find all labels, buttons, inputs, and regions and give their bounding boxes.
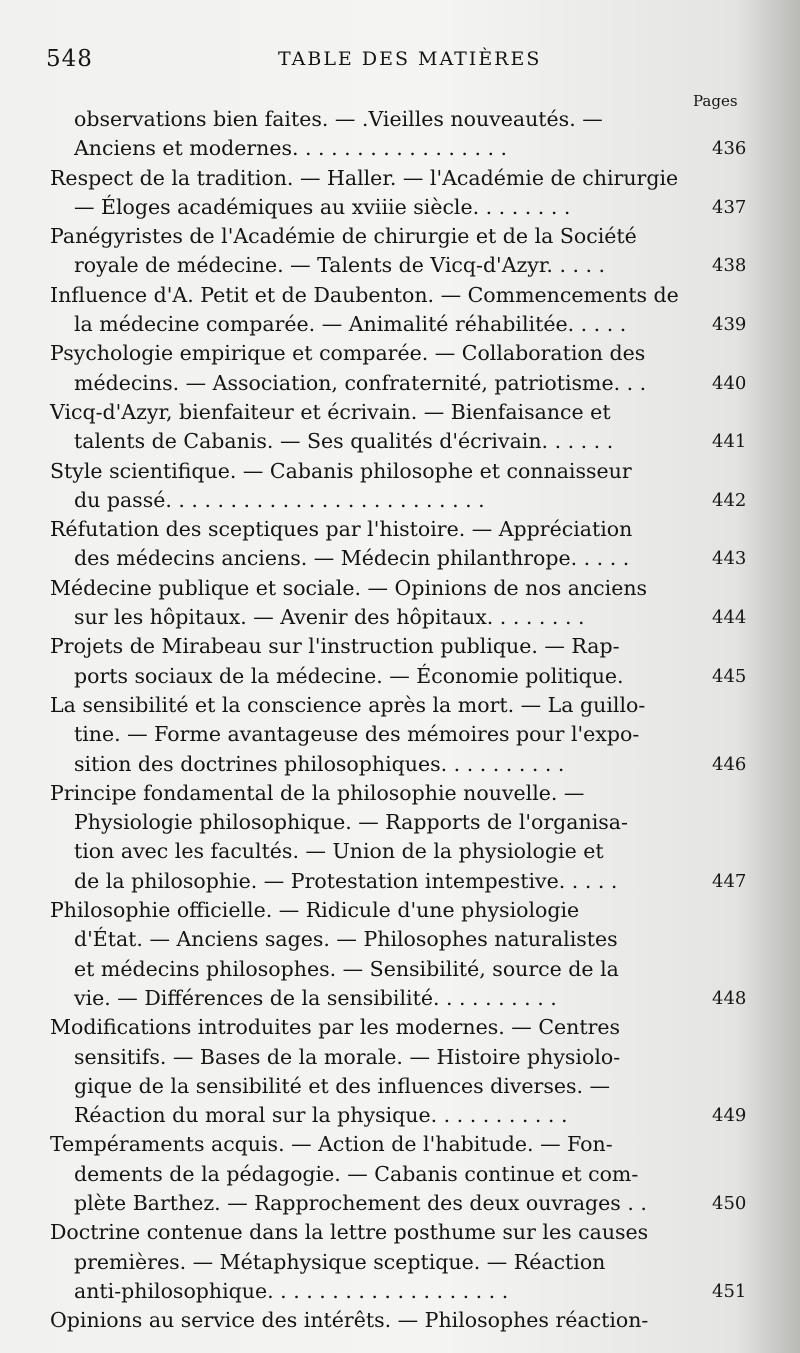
toc-line-text: Psychologie empirique et comparée. — Collaboration des: [50, 341, 646, 366]
toc-line-text: Réaction du moral sur la physique. . . . . . . . . . .: [74, 1103, 568, 1128]
toc-page-number: 446: [712, 753, 747, 775]
toc-line: [0, 427, 800, 456]
toc-line-text: Médecine publique et sociale. — Opinions de nos anciens: [50, 575, 648, 600]
toc-line-text: médecins. — Association, confraternité, patriotisme. . .: [74, 370, 647, 395]
toc-line-text: tion avec les facultés. — Union de la physiologie et: [74, 839, 604, 864]
toc-line-text: Doctrine contenue dans la lettre posthume sur les causes: [50, 1220, 649, 1245]
toc-line: [0, 1248, 800, 1277]
toc-line: [0, 1306, 800, 1335]
toc-page-number: 441: [712, 431, 747, 453]
toc-line: [0, 398, 800, 427]
toc-line-text: Philosophie officielle. — Ridicule d'une physiologie: [50, 898, 580, 923]
toc-line: [0, 867, 800, 896]
toc-line-text: sition des doctrines philosophiques. . . . . . . . . .: [74, 751, 565, 776]
page-number: 548: [46, 46, 93, 72]
toc-line: [0, 632, 800, 661]
toc-line: [0, 1218, 800, 1247]
toc-page-number: 440: [712, 372, 747, 394]
toc-line-text: tine. — Forme avantageuse des mémoires pour l'expo-: [74, 722, 640, 747]
toc-line-text: Projets de Mirabeau sur l'instruction publique. — Rap-: [50, 634, 620, 659]
toc-line-text: sensitifs. — Bases de la morale. — Histoire physiolo-: [74, 1044, 621, 1069]
toc-line: [0, 281, 800, 310]
toc-page-number: 450: [712, 1192, 747, 1214]
toc-line-text: royale de médecine. — Talents de Vicq-d'Azyr. . . . .: [74, 253, 606, 278]
toc-line: [0, 1072, 800, 1101]
toc-line-text: de la philosophie. — Protestation intempestive. . . . .: [74, 868, 618, 893]
toc-line-text: plète Barthez. — Rapprochement des deux ouvrages . .: [74, 1190, 647, 1215]
toc-line: [0, 1189, 800, 1218]
toc-line: [0, 105, 800, 134]
toc-page-number: 448: [712, 987, 747, 1009]
toc-line: [0, 837, 800, 866]
pages-column-label: Pages: [693, 92, 738, 110]
toc-line-text: Réfutation des sceptiques par l'histoire. — Appréciation: [50, 517, 633, 542]
toc-line: [0, 896, 800, 925]
toc-line-text: ports sociaux de la médecine. — Économie politique.: [74, 663, 624, 688]
toc-line-text: des médecins anciens. — Médecin philanthrope. . . . .: [74, 546, 630, 571]
toc-line: [0, 457, 800, 486]
toc-line-text: Tempéraments acquis. — Action de l'habitude. — Fon-: [50, 1132, 613, 1157]
toc-line-text: Principe fondamental de la philosophie nouvelle. —: [50, 780, 585, 805]
toc-line: [0, 251, 800, 280]
toc-line-text: dements de la pédagogie. — Cabanis continue et com-: [74, 1161, 639, 1186]
toc-line-text: Modifications introduites par les modernes. — Centres: [50, 1015, 621, 1040]
toc-page-number: 443: [712, 548, 747, 570]
toc-line: [0, 134, 800, 163]
toc-line: [0, 339, 800, 368]
toc-line: [0, 662, 800, 691]
toc-line: [0, 720, 800, 749]
toc-line-text: Respect de la tradition. — Haller. — l'Académie de chirurgie: [50, 165, 679, 190]
toc-line: [0, 1043, 800, 1072]
toc-line: [0, 310, 800, 339]
toc-line: [0, 1130, 800, 1159]
toc-line: [0, 1160, 800, 1189]
toc-line: [0, 955, 800, 984]
toc-line: [0, 925, 800, 954]
toc-page-number: 445: [712, 665, 747, 687]
toc-line-text: Anciens et modernes. . . . . . . . . . . . . . . . .: [74, 136, 508, 161]
toc-line-text: talents de Cabanis. — Ses qualités d'écrivain. . . . . .: [74, 429, 614, 454]
toc-page-number: 444: [712, 607, 747, 629]
toc-line: [0, 603, 800, 632]
toc-line-text: sur les hôpitaux. — Avenir des hôpitaux. . . . . . . .: [74, 605, 585, 630]
toc-line-text: Physiologie philosophique. — Rapports de l'organisa-: [74, 810, 628, 835]
toc-line: [0, 779, 800, 808]
toc-line: [0, 750, 800, 779]
toc-page-number: 447: [712, 870, 747, 892]
toc-line-text: observations bien faites. — .Vieilles nouveautés. —: [74, 107, 603, 131]
toc-line: [0, 808, 800, 837]
running-head: TABLE DES MATIÈRES: [278, 48, 542, 70]
toc-line: [0, 164, 800, 193]
toc-line: [0, 1277, 800, 1306]
toc-line-text: Opinions au service des intérêts. — Philosophes réaction-: [50, 1308, 649, 1333]
toc-line-text: la médecine comparée. — Animalité réhabilitée. . . . .: [74, 312, 627, 337]
toc-line-text: vie. — Différences de la sensibilité. . . . . . . . . .: [74, 985, 557, 1010]
toc-line-text: Panégyristes de l'Académie de chirurgie et de la Société: [50, 224, 637, 249]
toc-line-text: Influence d'A. Petit et de Daubenton. — Commencements de: [50, 282, 679, 307]
toc-page-number: 437: [712, 196, 747, 218]
toc-line: [0, 544, 800, 573]
toc-page-number: 438: [712, 255, 747, 277]
toc-line: [0, 1101, 800, 1130]
toc-page-number: 439: [712, 314, 747, 336]
toc-line: [0, 574, 800, 603]
toc-page-number: 442: [712, 489, 747, 511]
toc-line-text: et médecins philosophes. — Sensibilité, source de la: [74, 956, 619, 981]
toc-line-text: anti-philosophique. . . . . . . . . . . . . . . . . . .: [74, 1278, 509, 1303]
toc-line: [0, 515, 800, 544]
toc-page-number: 451: [712, 1280, 747, 1302]
toc-line-text: — Éloges académiques au xviiie siècle. . . . . . . .: [74, 194, 571, 219]
toc-line-text: Vicq-d'Azyr, bienfaiteur et écrivain. — Bienfaisance et: [50, 399, 611, 424]
toc-line: [0, 369, 800, 398]
toc-line: [0, 1013, 800, 1042]
toc-line-text: La sensibilité et la conscience après la mort. — La guillo-: [50, 692, 646, 717]
toc-line: [0, 222, 800, 251]
toc-line: [0, 691, 800, 720]
toc-line-text: d'État. — Anciens sages. — Philosophes naturalistes: [74, 927, 618, 952]
toc-line-text: Style scientifique. — Cabanis philosophe et connaisseur: [50, 458, 632, 483]
toc-line-text: gique de la sensibilité et des influences diverses. —: [74, 1073, 611, 1098]
toc-line: [0, 193, 800, 222]
table-of-contents: [0, 105, 800, 1335]
toc-line: [0, 486, 800, 515]
toc-page-number: 449: [712, 1105, 747, 1127]
toc-line-text: premières. — Métaphysique sceptique. — Réaction: [74, 1249, 606, 1274]
toc-page-number: 436: [712, 138, 747, 160]
toc-line: [0, 984, 800, 1013]
toc-line-text: du passé. . . . . . . . . . . . . . . . . . . . . . . . .: [74, 487, 485, 512]
